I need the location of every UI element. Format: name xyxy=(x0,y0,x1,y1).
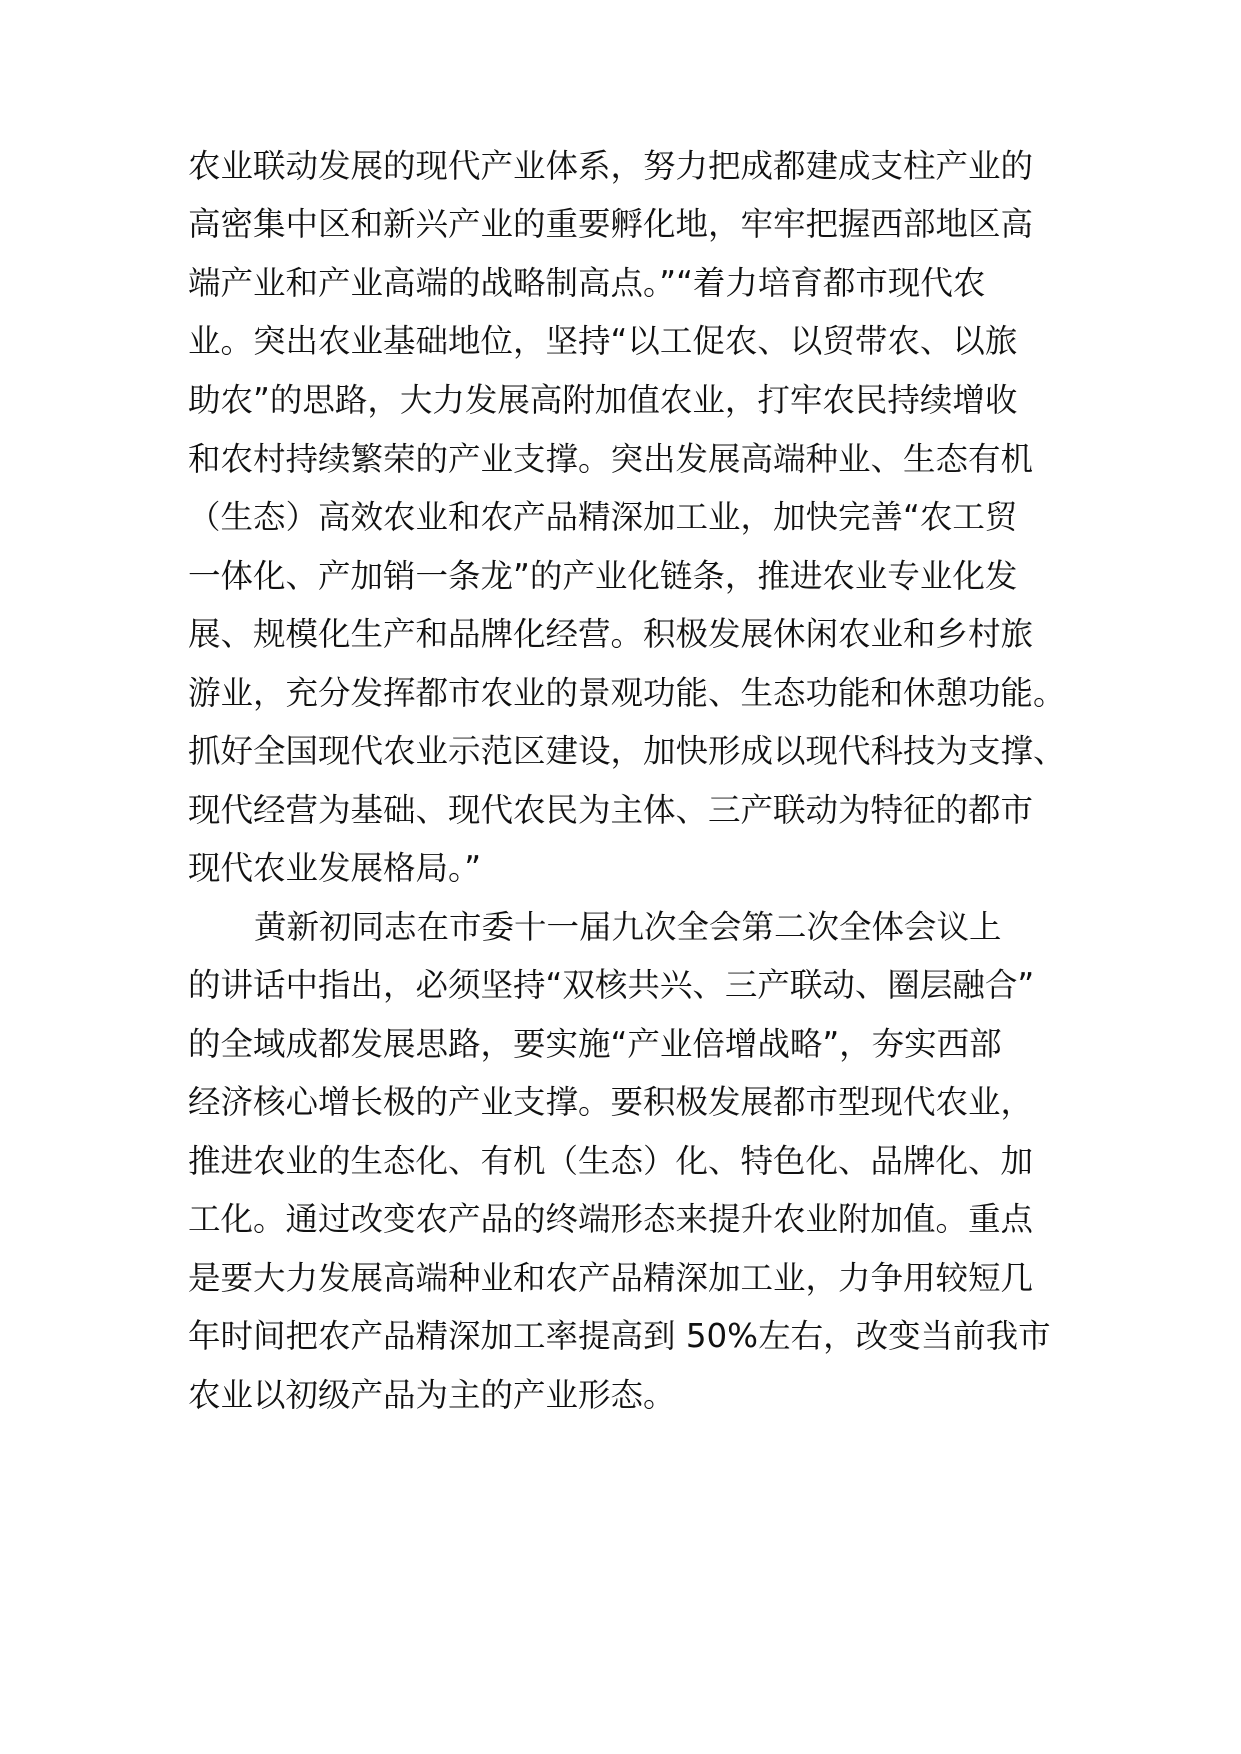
text-line: 助农”的思路，大力发展高附加值农业，打牢农民持续增收 xyxy=(188,381,1018,419)
text-line: 一体化、产加销一条龙”的产业化链条，推进农业专业化发 xyxy=(188,557,1018,595)
text-line: 是要大力发展高端种业和农产品精深加工业，力争用较短几 xyxy=(188,1259,1034,1297)
text-line: 端产业和产业高端的战略制高点。”“着力培育都市现代农 xyxy=(188,264,986,302)
text-line: （生态）高效农业和农产品精深加工业，加快完善“农工贸 xyxy=(188,498,1018,536)
paragraph-first-line: 黄新初同志在市委十一届九次全会第二次全体会议上 xyxy=(254,908,1002,946)
text-line: 工化。通过改变农产品的终端形态来提升农业附加值。重点 xyxy=(188,1200,1034,1238)
text-line: 现代经营为基础、现代农民为主体、三产联动为特征的都市 xyxy=(188,791,1034,829)
text-line: 农业以初级产品为主的产业形态。 xyxy=(188,1376,676,1414)
text-line: 的讲话中指出，必须坚持“双核共兴、三产联动、圈层融合” xyxy=(188,966,1035,1004)
text-line: 和农村持续繁荣的产业支撑。突出发展高端种业、生态有机 xyxy=(188,440,1034,478)
text-line: 抓好全国现代农业示范区建设，加快形成以现代科技为支撑、 xyxy=(188,732,1066,770)
text-line: 现代农业发展格局。” xyxy=(188,849,482,887)
text-line: 高密集中区和新兴产业的重要孵化地，牢牢把握西部地区高 xyxy=(188,205,1034,243)
text-line: 经济核心增长极的产业支撑。要积极发展都市型现代农业， xyxy=(188,1083,1034,1121)
text-line: 年时间把农产品精深加工率提高到 50%左右，改变当前我市 xyxy=(188,1317,1051,1355)
text-line: 农业联动发展的现代产业体系，努力把成都建成支柱产业的 xyxy=(188,147,1034,185)
text-line: 游业，充分发挥都市农业的景观功能、生态功能和休憩功能。 xyxy=(188,674,1066,712)
text-line: 推进农业的生态化、有机（生态）化、特色化、品牌化、加 xyxy=(188,1142,1034,1180)
text-line: 业。突出农业基础地位，坚持“以工促农、以贸带农、以旅 xyxy=(188,322,1018,360)
text-line: 的全域成都发展思路，要实施“产业倍增战略”，夯实西部 xyxy=(188,1025,1002,1063)
text-line: 展、规模化生产和品牌化经营。积极发展休闲农业和乡村旅 xyxy=(188,615,1034,653)
